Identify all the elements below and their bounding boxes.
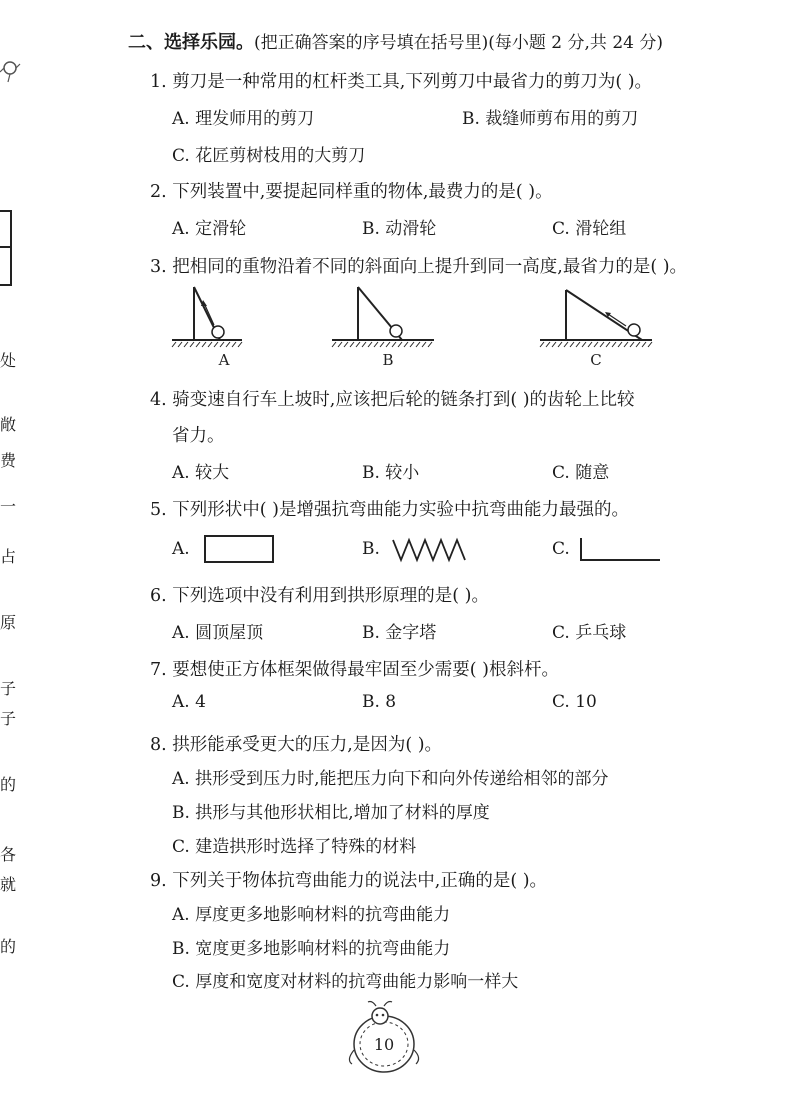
zigzag-shape-figure (392, 536, 468, 564)
question-2-option-a: A. 定滑轮 (172, 219, 247, 239)
question-9-option-b: B. 宽度更多地影响材料的抗弯曲能力 (172, 939, 451, 959)
question-2-option-c: C. 滑轮组 (552, 219, 627, 239)
rectangle-shape-figure (204, 534, 276, 566)
l-shape-figure (578, 536, 664, 564)
question-8-option-b: B. 拱形与其他形状相比,增加了材料的厚度 (172, 803, 490, 823)
question-1-option-a: A. 理发师用的剪刀 (172, 109, 315, 129)
edge-char: 就 (0, 875, 17, 894)
question-6-option-c: C. 乒乓球 (552, 623, 627, 643)
question-6-option-a: A. 圆顶屋顶 (172, 623, 264, 643)
incline-label-b: B (382, 351, 394, 369)
question-5-option-a: A. (172, 539, 190, 559)
page-number: 10 (373, 1035, 395, 1054)
edge-char: 各 (0, 845, 17, 864)
edge-char: 子 (0, 679, 17, 698)
edge-char: 处 (0, 351, 17, 370)
incline-figure-b (332, 285, 442, 375)
edge-divider (0, 246, 10, 248)
incline-figure-a (172, 285, 272, 375)
question-3-stem: 3. 把相同的重物沿着不同的斜面向上提升到同一高度,最省力的是( )。 (150, 257, 688, 277)
question-4-option-a: A. 较大 (172, 463, 230, 483)
edge-box (0, 210, 12, 286)
question-6-stem: 6. 下列选项中没有利用到拱形原理的是( )。 (150, 586, 489, 606)
question-4-option-b: B. 较小 (362, 463, 420, 483)
question-5-option-b: B. (362, 539, 380, 559)
question-7-option-a: A. 4 (172, 692, 206, 712)
section-title: 二、选择乐园。 (128, 32, 254, 53)
question-7-option-c: C. 10 (552, 692, 597, 712)
question-7-stem: 7. 要想使正方体框架做得最牢固至少需要( )根斜杆。 (150, 660, 559, 680)
question-4-stem-line2: 省力。 (172, 426, 225, 446)
incline-label-a: A (218, 351, 230, 369)
edge-char: 占 (0, 547, 17, 566)
edge-char: 费 (0, 451, 17, 470)
section-note: (把正确答案的序号填在括号里)(每小题 2 分,共 24 分) (254, 33, 663, 53)
edge-ornament-icon (0, 58, 24, 86)
question-5-option-c: C. (552, 539, 570, 559)
edge-char: 的 (0, 937, 17, 956)
question-2-stem: 2. 下列装置中,要提起同样重的物体,最费力的是( )。 (150, 182, 553, 202)
edge-char: 敞 (0, 415, 17, 434)
question-1-option-b: B. 裁缝师剪布用的剪刀 (462, 109, 639, 129)
edge-char: 原 (0, 613, 17, 632)
question-4-option-c: C. 随意 (552, 463, 610, 483)
question-1-option-c: C. 花匠剪树枝用的大剪刀 (172, 146, 366, 166)
question-4-stem-line1: 4. 骑变速自行车上坡时,应该把后轮的链条打到( )的齿轮上比较 (150, 390, 635, 410)
question-9-option-a: A. 厚度更多地影响材料的抗弯曲能力 (172, 905, 451, 925)
edge-char: 子 (0, 709, 17, 728)
incline-label-c: C (590, 351, 602, 369)
question-9-stem: 9. 下列关于物体抗弯曲能力的说法中,正确的是( )。 (150, 871, 548, 891)
question-8-option-c: C. 建造拱形时选择了特殊的材料 (172, 837, 417, 857)
edge-char: 一 (0, 497, 17, 516)
question-5-stem: 5. 下列形状中( )是增强抗弯曲能力实验中抗弯曲能力最强的。 (150, 500, 629, 520)
question-8-option-a: A. 拱形受到压力时,能把压力向下和向外传递给相邻的部分 (172, 769, 609, 789)
question-2-option-b: B. 动滑轮 (362, 219, 437, 239)
question-8-stem: 8. 拱形能承受更大的压力,是因为( )。 (150, 735, 443, 755)
section-heading (128, 28, 663, 54)
question-6-option-b: B. 金字塔 (362, 623, 437, 643)
incline-figure-c (540, 285, 660, 375)
question-1-stem: 1. 剪刀是一种常用的杠杆类工具,下列剪刀中最省力的剪刀为( )。 (150, 72, 653, 92)
question-7-option-b: B. 8 (362, 692, 397, 712)
edge-char: 的 (0, 775, 17, 794)
question-9-option-c: C. 厚度和宽度对材料的抗弯曲能力影响一样大 (172, 972, 519, 992)
bee-page-badge (342, 1000, 426, 1080)
